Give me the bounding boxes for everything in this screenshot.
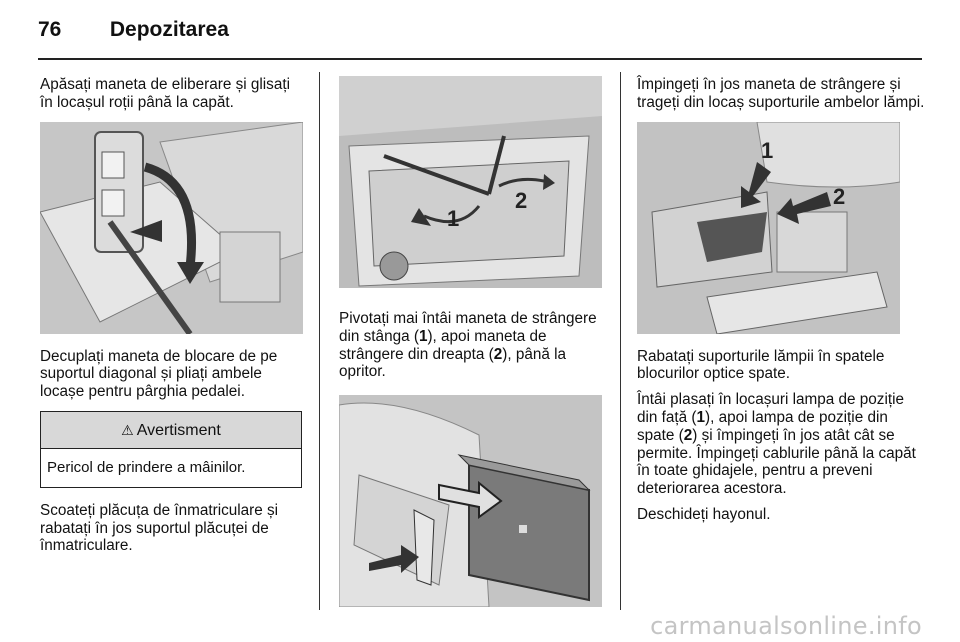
instruction-text: Decuplați maneta de blocare de pe suportul diagonal și pliați ambele locașe pentru pârghia pedalei. — [40, 347, 278, 401]
warning-triangle-icon: ⚠ — [121, 421, 134, 438]
instruction-text: Pivotați mai întâi maneta de strângere din stânga (1), apoi maneta de strângere din dreapta (2), până la opritor. — [339, 310, 597, 381]
callout-1: 1 — [761, 137, 774, 163]
instruction-text: Rabatați suporturile lămpii în spatele blocurilor optice spate. — [637, 347, 885, 383]
clamping-levers-illustration — [339, 76, 602, 288]
header-rule — [38, 58, 922, 60]
lamp-holder-illustration — [339, 395, 602, 607]
wheel-lever-illustration — [40, 122, 303, 334]
column-divider-2 — [620, 72, 621, 610]
callout-2: 2 — [515, 188, 528, 213]
warning-title: Avertisment — [136, 421, 221, 439]
column-3 — [637, 76, 927, 532]
callout-2: 2 — [833, 183, 846, 209]
warning-text: Pericol de prindere a mâinilor. — [47, 458, 246, 476]
instruction-text: Împingeți în jos maneta de strângere și trageți din locaș suporturile ambelor lămpi. — [637, 76, 925, 111]
column-1 — [40, 76, 306, 563]
watermark: carmanualsonline.info — [650, 612, 922, 640]
callout-1: 1 — [447, 206, 460, 231]
warning-header — [41, 412, 301, 449]
lamp-supports-illustration — [637, 122, 900, 334]
instruction-text: Scoateți plăcuța de înmatriculare și rabatați în jos suportul plăcuței de înmatriculare. — [40, 501, 279, 555]
warning-box — [40, 411, 302, 488]
page-number: 76 — [38, 18, 62, 41]
instruction-text: Întâi plasați în locașuri lampa de poziție din față (1), apoi lampa de poziție din spate (2) și împingeți în jos atât cât se permite. Împingeți cablurile până la capăt în toate ghidajele, pentru a preveni deteriorarea acestora. — [637, 391, 916, 498]
column-divider-1 — [319, 72, 320, 610]
instruction-text: Deschideți hayonul. — [637, 505, 771, 523]
instruction-text: Apăsați maneta de eliberare și glisați în locașul roții până la capăt. — [40, 76, 290, 111]
page-header — [38, 18, 229, 42]
column-2 — [339, 76, 607, 607]
section-title: Depozitarea — [109, 18, 229, 41]
